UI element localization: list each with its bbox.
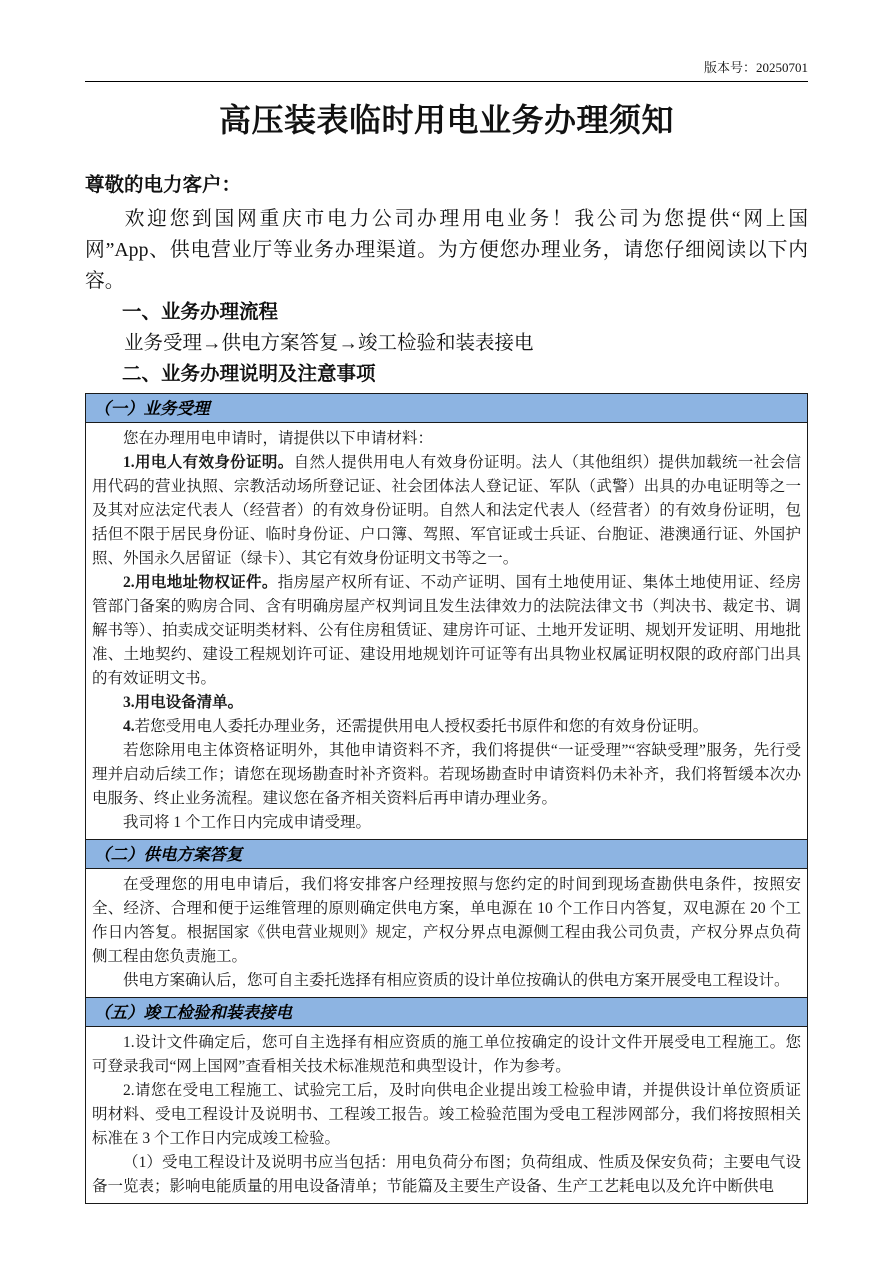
welcome-paragraph: 欢迎您到国网重庆市电力公司办理用电业务！我公司为您提供“网上国网”App、供电营业厅等业务办理渠道。为方便您办理业务，请您仔细阅读以下内容。 [85,208,808,292]
text-run: 指房屋产权所有证、不动产证明、国有土地使用证、集体土地使用证、经房管部门备案的购房合同、含有明确房屋产权判词且发生法律效力的法院法律文书（判决书、裁定书、调解书等）、拍卖成交证明类材料、公有住房租赁证、建房许可证、土地开发证明、规划开发证明、用地批准、土地契约、建设工程规划许可证、建设用地规划许可证等有出具物业权属证明权限的政府部门出具的有效证明文书。 [92,574,801,687]
section-body [86,869,807,998]
text-run: 若您除用电主体资格证明外，其他申请资料不齐，我们将提供“一证受理”“容缺受理”服务，先行受理并启动后续工作；请您在现场勘查时补齐资料。若现场勘查时申请资料仍未补齐，我们将暂缓本次办电服务、终止业务流程。建议您在备齐相关资料后再申请办理业务。 [92,742,801,807]
text-run: 在受理您的用电申请后，我们将安排客户经理按照与您约定的时间到现场查勘供电条件，按照安全、经济、合理和便于运维管理的原则确定供电方案，单电源在 10 个工作日内答复，双电源在 20 个工作日内答复。根据国家《供电营业规则》规定，产权分界点电源侧工程由我公司负责，产权分界点负荷侧工程由您负责施工。 [92,876,801,965]
text-run: 2.请您在受电工程施工、试验完工后，及时向供电企业提出竣工检验申请，并提供设计单位资质证明材料、受电工程设计及说明书、工程竣工报告。竣工检验范围为受电工程涉网部分，我们将按照相关标准在 3 个工作日内完成竣工检验。 [92,1082,801,1147]
bold-text-run: 4. [123,718,135,735]
paragraph [92,1079,801,1151]
section-body [86,1027,807,1203]
paragraph [92,691,801,715]
section-header: （二）供电方案答复 [86,840,807,869]
paragraph [92,1151,801,1199]
bold-text-run: 3.用电设备清单。 [123,694,244,711]
greeting-line: 尊敬的电力客户： [85,175,242,196]
paragraph [92,451,801,571]
version-label: 版本号：20250701 [85,58,808,82]
text-run: 您在办理用电申请时，请提供以下申请材料： [123,430,434,447]
paragraph [92,427,801,451]
paragraph [92,873,801,969]
process-flow-steps: 业务受理→供电方案答复→竣工检验和装表接电 [124,333,534,354]
section-body [86,423,807,840]
heading-notes: 二、业务办理说明及注意事项 [122,363,376,385]
section-header: （一）业务受理 [86,394,807,423]
paragraph [92,715,801,739]
paragraph [92,811,801,835]
bold-text-run: 1.用电人有效身份证明。 [123,454,294,471]
text-run: （1）受电工程设计及说明书应当包括：用电负荷分布图；负荷组成、性质及保安负荷；主要电气设备一览表；影响电能质量的用电设备清单；节能篇及主要生产设备、生产工艺耗电以及允许中断供电 [92,1154,801,1195]
paragraph [92,571,801,691]
paragraph [92,969,801,993]
text-run: 若您受用电人委托办理业务，还需提供用电人授权委托书原件和您的有效身份证明。 [134,718,709,735]
paragraph [92,739,801,811]
notice-table [85,393,808,1204]
paragraph [92,1031,801,1079]
document-title: 高压装表临时用电业务办理须知 [218,102,674,138]
text-run: 供电方案确认后，您可自主委托选择有相应资质的设计单位按确认的供电方案开展受电工程设计。 [123,972,790,989]
section-header: （五）竣工检验和装表接电 [86,998,807,1027]
bold-text-run: 2.用电地址物权证件。 [123,574,278,591]
text-run: 我司将 1 个工作日内完成申请受理。 [123,814,372,831]
heading-process-flow: 一、业务办理流程 [122,301,279,323]
text-run: 自然人提供用电人有效身份证明。法人（其他组织）提供加载统一社会信用代码的营业执照、宗教活动场所登记证、社会团体法人登记证、军队（武警）出具的办电证明等之一及其对应法定代表人（经营者）的有效身份证明。自然人和法定代表人（经营者）的有效身份证明，包括但不限于居民身份证、临时身份证、户口簿、驾照、军官证或士兵证、台胞证、港澳通行证、外国护照、外国永久居留证（绿卡）、其它有效身份证明文书等之一。 [92,454,801,567]
text-run: 1.设计文件确定后，您可自主选择有相应资质的施工单位按确定的设计文件开展受电工程施工。您可登录我司“网上国网”查看相关技术标准规范和典型设计，作为参考。 [92,1034,801,1075]
